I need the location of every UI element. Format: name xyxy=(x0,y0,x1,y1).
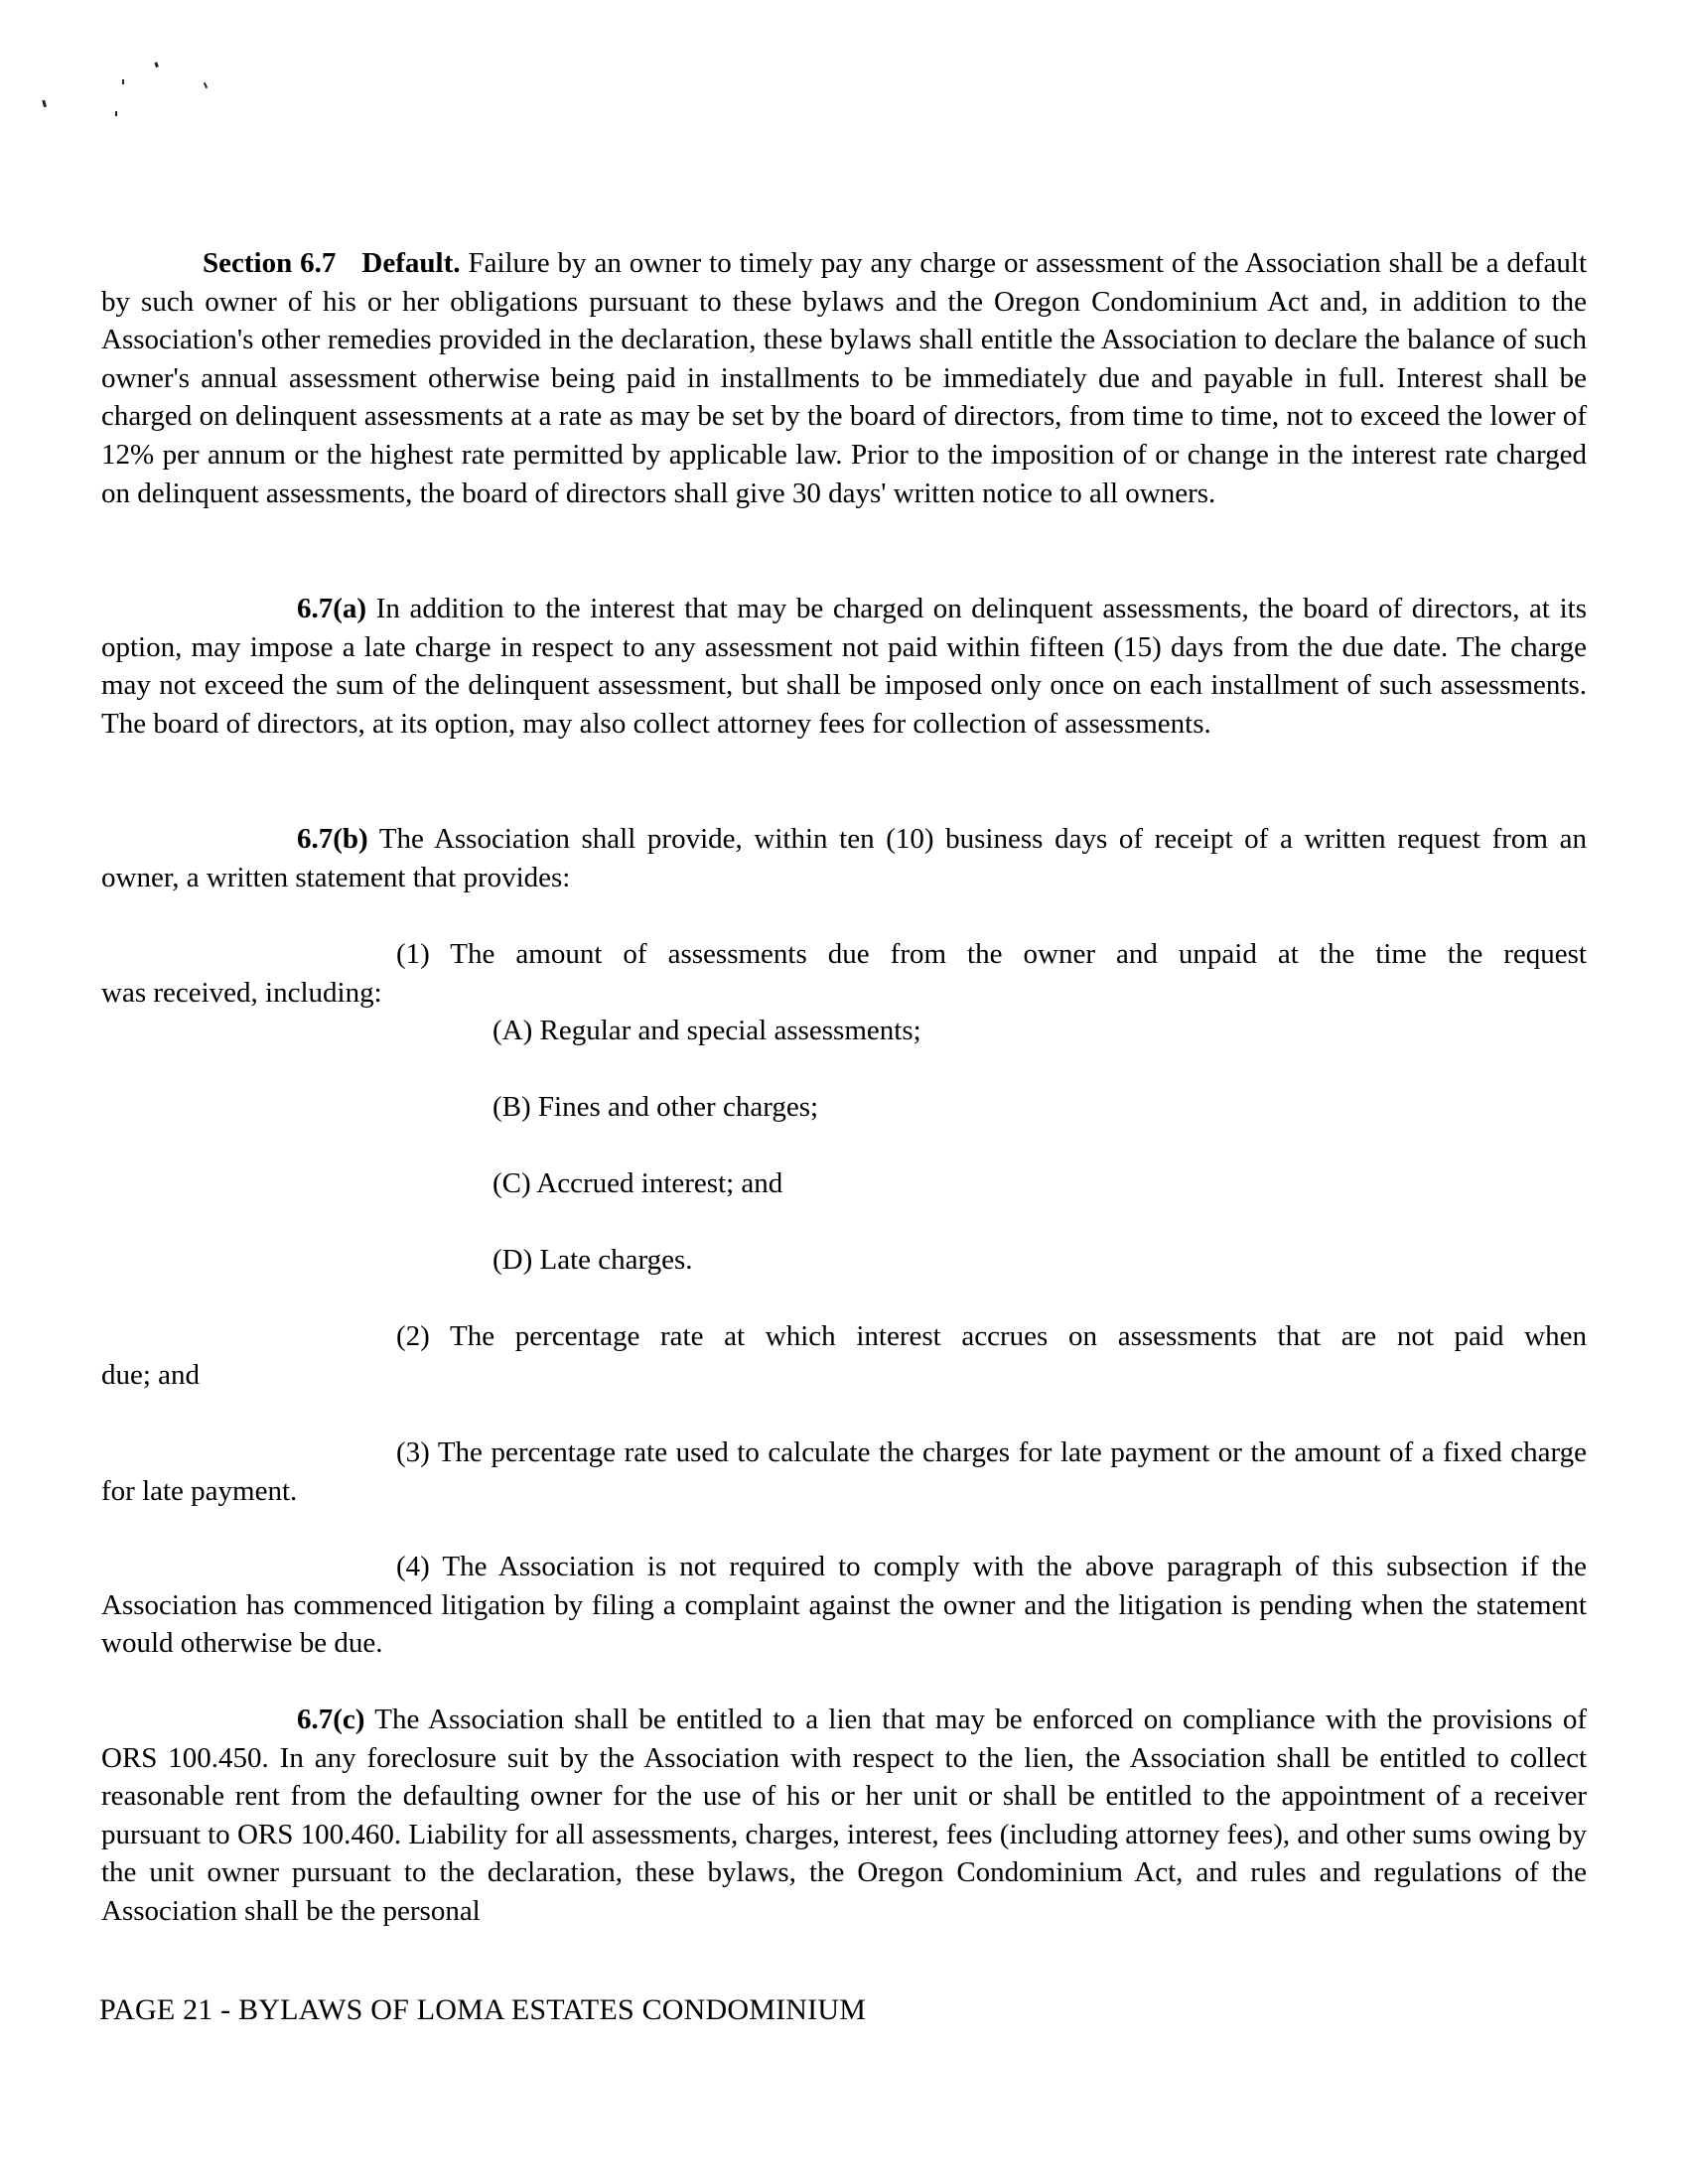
item-text: (2) The percentage rate at which interest accrues on assessments that are not paid when xyxy=(396,1320,1587,1352)
section-6-7 xyxy=(101,244,1587,512)
section-title: Default. xyxy=(361,247,461,279)
section-body: The Association shall be entitled to a lien that may be enforced on compliance with the provisions of ORS 100.450. In any foreclosure suit by the Association with respect to the lien, the Association shall be entitled to collect reasonable rent from the defaulting owner for the use of his or her unit or shall be entitled to the appointment of a receiver pursuant to ORS 100.460. Liability for all assessments, charges, interest, fees (including attorney fees), and other sums owing by the unit owner pursuant to the declaration, these bylaws, the Oregon Condominium Act, and rules and regulations of the Association shall be the personal xyxy=(101,1704,1587,1927)
section-label: Section 6.7 xyxy=(203,247,337,279)
item-text: (3) The percentage rate used to calculate the charges for late payment or the amount of a fixed charge for late payment. xyxy=(101,1436,1587,1507)
item-1-tail: was received, including: xyxy=(101,977,382,1009)
section-label: 6.7(c) xyxy=(297,1704,365,1735)
item-2 xyxy=(101,1317,1587,1356)
section-6-7-a xyxy=(101,590,1587,743)
item-4 xyxy=(101,1548,1587,1663)
scan-specks xyxy=(40,60,238,169)
sub-item-c: (C) Accrued interest; and xyxy=(492,1167,783,1199)
page-footer: PAGE 21 - BYLAWS OF LOMA ESTATES CONDOMINIUM xyxy=(99,1993,867,2026)
section-body: In addition to the interest that may be charged on delinquent assessments, the board of directors, at its option, may impose a late charge in respect to any assessment not paid within fifteen (15) days from the due date. The charge may not exceed the sum of the delinquent assessment, but shall be imposed only once on each installment of such assessments. The board of directors, at its option, may also collect attorney fees for collection of assessments. xyxy=(101,593,1587,740)
item-text: (1) The amount of assessments due from the owner and unpaid at the time the request xyxy=(396,938,1587,970)
section-label: 6.7(b) xyxy=(297,823,368,855)
sub-item-b: (B) Fines and other charges; xyxy=(492,1091,819,1123)
item-3 xyxy=(101,1433,1587,1510)
item-1 xyxy=(101,935,1587,974)
section-body: Failure by an owner to timely pay any charge or assessment of the Association shall be a default by such owner of his or her obligations pursuant to these bylaws and the Oregon Condominium Act and, in addition to the Association's other remedies provided in the declaration, these bylaws shall entitle the Association to declare the balance of such owner's annual assessment otherwise being paid in installments to be immediately due and payable in full. Interest shall be charged on delinquent assessments at a rate as may be set by the board of directors, from time to time, not to exceed the lower of 12% per annum or the highest rate permitted by applicable law. Prior to the imposition of or change in the interest rate charged on delinquent assessments, the board of directors shall give 30 days' written notice to all owners. xyxy=(101,247,1588,509)
section-6-7-c xyxy=(101,1701,1587,1931)
section-label: 6.7(a) xyxy=(297,593,367,624)
section-6-7-b xyxy=(101,820,1587,896)
item-text: (4) The Association is not required to comply with the above paragraph of this subsection if the Association has commenced litigation by filing a complaint against the owner and the litigation is pending when the statement would otherwise be due. xyxy=(101,1551,1587,1660)
sub-item-d: (D) Late charges. xyxy=(492,1244,693,1276)
section-body: The Association shall provide, within ten (10) business days of receipt of a written request from an owner, a written statement that provides: xyxy=(101,823,1587,893)
sub-item-a: (A) Regular and special assessments; xyxy=(492,1015,921,1046)
item-2-tail: due; and xyxy=(101,1359,201,1391)
